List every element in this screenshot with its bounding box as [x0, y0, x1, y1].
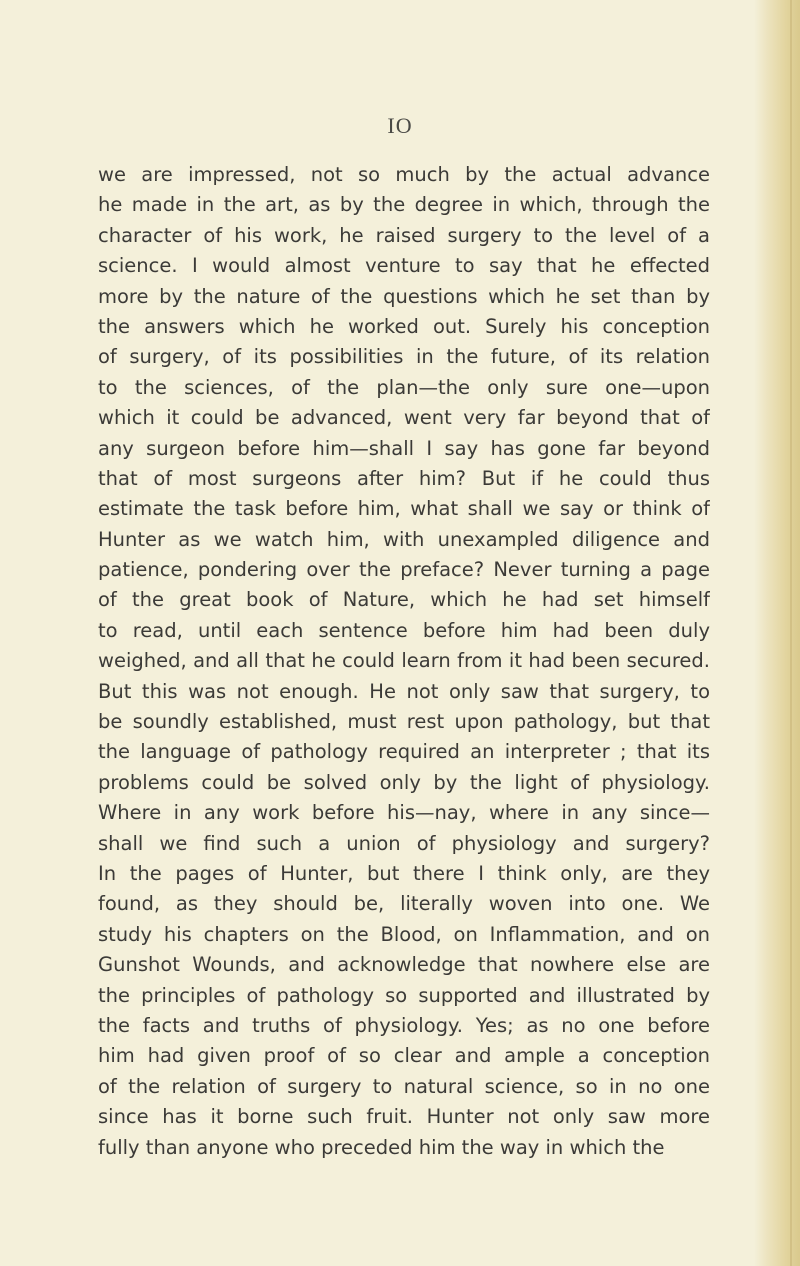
text-line: In the pages of Hunter, but there I think only, are they [98, 861, 710, 885]
text-line: of the relation of surgery to natural science, so in no one [98, 1074, 710, 1098]
text-line: to the sciences, of the plan—the only sure one—upon [98, 375, 710, 399]
text-line: the principles of pathology so supported and illustrated by [98, 983, 710, 1007]
text-line: fully than anyone who preceded him the way in which the [98, 1135, 665, 1159]
text-line: shall we find such a union of physiology and surgery? [98, 831, 710, 855]
text-line: found, as they should be, literally woven into one. We [98, 892, 710, 916]
text-line: which it could be advanced, went very far beyond that of [98, 406, 710, 430]
text-line: Gunshot Wounds, and acknowledge that nowhere else are [98, 953, 710, 977]
text-line: science. I would almost venture to say that he effected [98, 254, 710, 278]
text-line: to read, until each sentence before him had been duly [98, 618, 710, 642]
text-line: him had given proof of so clear and ample a conception [98, 1044, 710, 1068]
body-text [98, 160, 710, 1163]
text-line: problems could be solved only by the light of physiology. [98, 770, 710, 794]
text-line: Hunter as we watch him, with unexampled diligence and [98, 527, 710, 551]
text-line: But this was not enough. He not only saw that surgery, to [98, 679, 710, 703]
page-edge-shadow [754, 0, 800, 1266]
text-line: study his chapters on the Blood, on Inflammation, and on [98, 922, 710, 946]
text-line: more by the nature of the questions which he set than by [98, 284, 710, 308]
text-line: of surgery, of its possibilities in the future, of its relation [98, 345, 710, 369]
text-line: since has it borne such fruit. Hunter not only saw more [98, 1105, 710, 1129]
text-line: the language of pathology required an interpreter ; that its [98, 740, 710, 764]
text-line: be soundly established, must rest upon pathology, but that [98, 710, 710, 734]
text-line: that of most surgeons after him? But if he could thus [98, 466, 710, 490]
page-edge-line [790, 0, 792, 1266]
text-line: we are impressed, not so much by the actual advance [98, 163, 710, 186]
text-line: any surgeon before him—shall I say has gone far beyond [98, 436, 710, 460]
text-line: he made in the art, as by the degree in which, through the [98, 193, 710, 217]
text-line: the facts and truths of physiology. Yes; as no one before [98, 1013, 710, 1037]
text-line: weighed, and all that he could learn from it had been secured. [98, 649, 710, 673]
text-line: character of his work, he raised surgery to the level of a [98, 223, 710, 247]
text-line: Where in any work before his—nay, where in any since— [98, 801, 710, 825]
page-number: IO [387, 113, 413, 138]
text-line: estimate the task before him, what shall we say or think of [98, 497, 710, 521]
text-line: of the great book of Nature, which he had set himself [98, 588, 710, 612]
text-line: patience, pondering over the preface? Never turning a page [98, 558, 710, 582]
text-line: the answers which he worked out. Surely his conception [98, 314, 710, 338]
